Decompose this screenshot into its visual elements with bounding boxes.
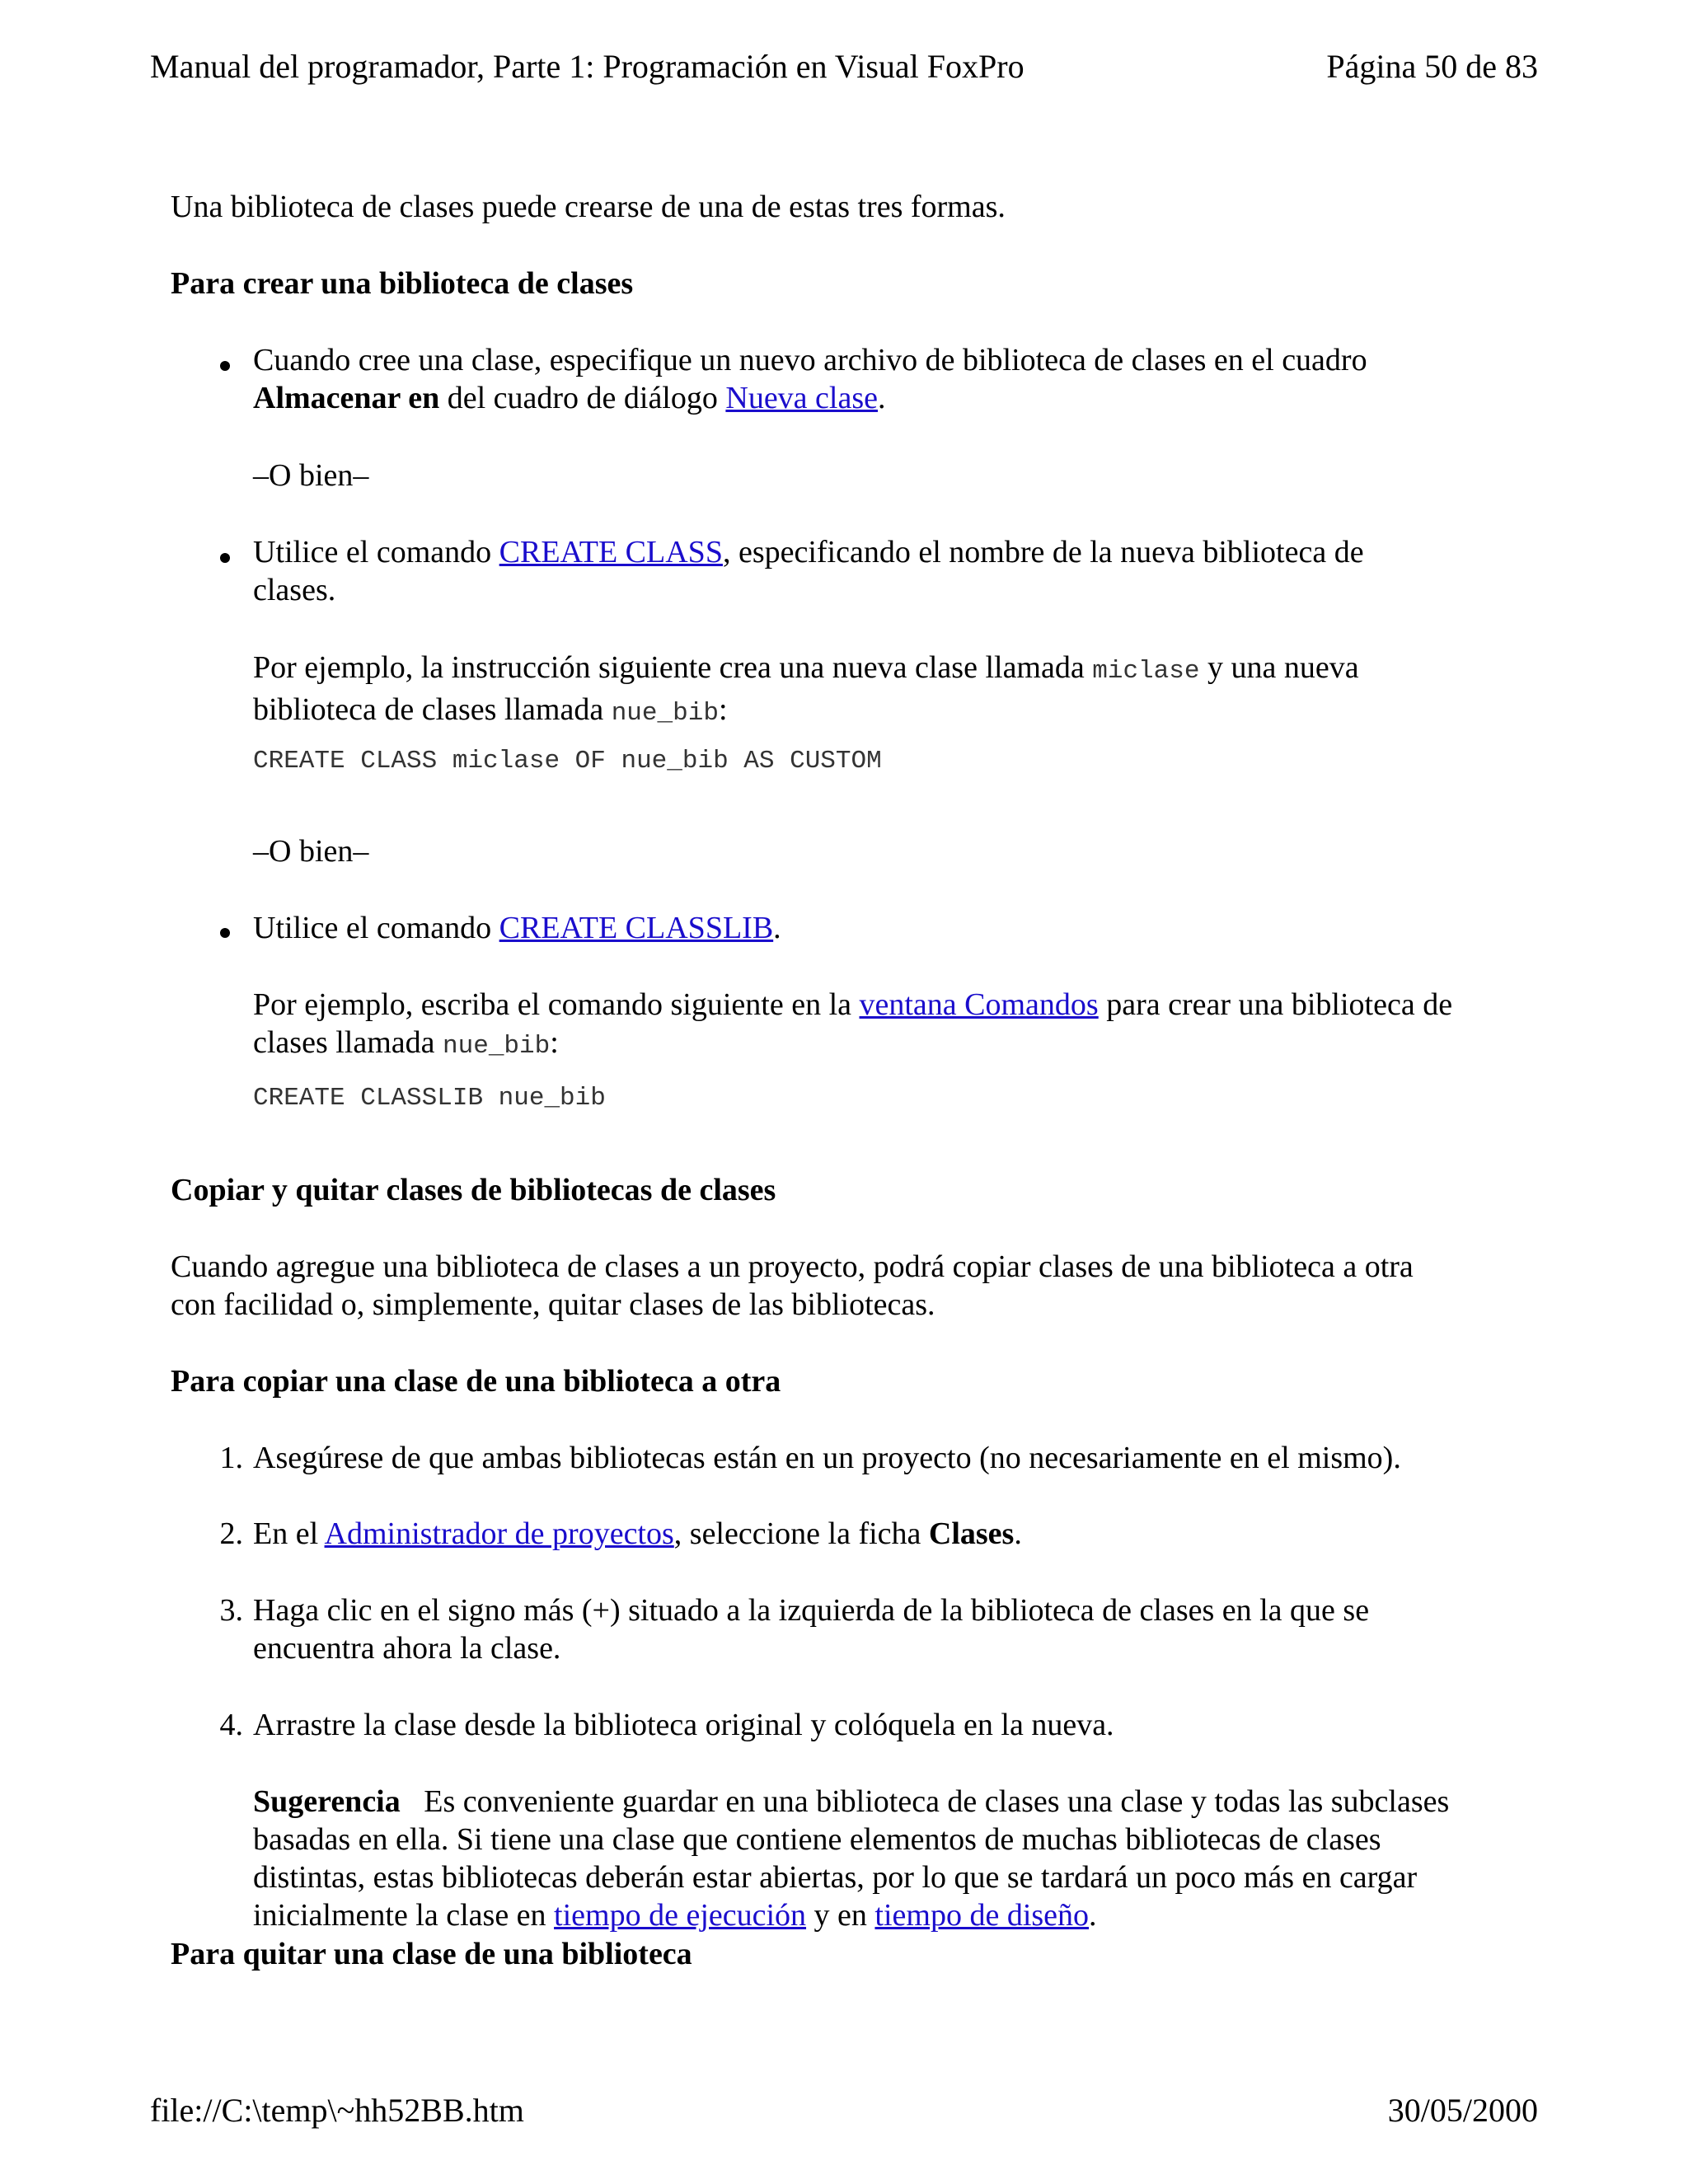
tip-note: Sugerencia Es conveniente guardar en una biblioteca de clases una clase y todas las subclases basadas en ella. Si tiene una clase que contiene elementos de muchas bibliotecas de clases distintas, estas bibliotecas deberán estar abiertas, por lo que se tardará un poco más en cargar inicialmente la clase en tiempo de ejecución y en tiempo de diseño.: [253, 1784, 1450, 1933]
bullet-item-create-class: Utilice el comando CREATE CLASS, especificando el nombre de la nueva biblioteca de clases.: [253, 535, 1364, 607]
link-create-class[interactable]: CREATE CLASS: [499, 535, 723, 569]
heading-copy-remove: Copiar y quitar clases de bibliotecas de clases: [171, 1173, 776, 1207]
bold-label: Clases: [928, 1516, 1015, 1551]
code-block-create-classlib: CREATE CLASSLIB nue_bib: [253, 1084, 606, 1113]
heading-remove-class: Para quitar una clase de una biblioteca: [171, 1937, 692, 1971]
inline-code: nue_bib: [611, 699, 719, 728]
bullet-text: Cuando cree una clase, especifique un nuevo archivo de biblioteca de clases en el cuadro: [253, 343, 1367, 377]
step-number: 1.: [219, 1441, 243, 1475]
step-3: Haga clic en el signo más (+) situado a la izquierda de la biblioteca de clases en la que se encuentra ahora la clase.: [253, 1593, 1370, 1666]
print-date: 30/05/2000: [1387, 2092, 1538, 2129]
link-tiempo-diseno[interactable]: tiempo de diseño: [874, 1898, 1090, 1933]
bullet-icon: [220, 553, 230, 563]
code-block-create-class: CREATE CLASS miclase OF nue_bib AS CUSTOM: [253, 747, 882, 776]
bullet-icon: [220, 361, 230, 371]
step-2: En el Administrador de proyectos, seleccione la ficha Clases.: [253, 1516, 1022, 1551]
bullet-icon: [220, 928, 230, 938]
or-separator: –O bien–: [253, 458, 369, 493]
document-title: Manual del programador, Parte 1: Programación en Visual FoxPro: [150, 48, 1025, 85]
heading-copy-class: Para copiar una clase de una biblioteca a otra: [171, 1364, 781, 1399]
step-number: 3.: [219, 1593, 243, 1628]
example-create-class: Por ejemplo, la instrucción siguiente crea una nueva clase llamada miclase y una nueva biblioteca de clases llamada nue_bib:: [253, 650, 1359, 728]
heading-create-library: Para crear una biblioteca de clases: [171, 266, 634, 301]
step-1: Asegúrese de que ambas bibliotecas están en un proyecto (no necesariamente en el mismo).: [253, 1441, 1401, 1475]
step-number: 2.: [219, 1516, 243, 1551]
bold-label: Almacenar en: [253, 381, 440, 415]
step-number: 4.: [219, 1708, 243, 1742]
inline-code: miclase: [1092, 657, 1200, 686]
link-tiempo-ejecucion[interactable]: tiempo de ejecución: [554, 1898, 807, 1933]
link-nueva-clase[interactable]: Nueva clase: [725, 381, 878, 415]
link-administrador-proyectos[interactable]: Administrador de proyectos: [324, 1516, 674, 1551]
inline-code: nue_bib: [443, 1032, 551, 1061]
link-create-classlib[interactable]: CREATE CLASSLIB: [499, 911, 774, 945]
bullet-item-create-classlib: Utilice el comando CREATE CLASSLIB.: [253, 911, 781, 945]
page-footer: [150, 2092, 1538, 2130]
or-separator: –O bien–: [253, 834, 369, 869]
bullet-item-new-class: Cuando cree una clase, especifique un nuevo archivo de biblioteca de clases en el cuadro Almacenar en del cuadro de diálogo Nueva clase.: [253, 341, 1531, 417]
page-number: Página 50 de 83: [1326, 48, 1538, 85]
file-path: file://C:\temp\~hh52BB.htm: [150, 2092, 524, 2129]
intro-paragraph: Una biblioteca de clases puede crearse de una de estas tres formas.: [171, 190, 1006, 224]
step-4: Arrastre la clase desde la biblioteca original y colóquela en la nueva.: [253, 1708, 1114, 1742]
copy-remove-paragraph: Cuando agregue una biblioteca de clases a un proyecto, podrá copiar clases de una biblioteca a otra con facilidad o, simplemente, quitar clases de las bibliotecas.: [171, 1249, 1414, 1322]
tip-label: Sugerencia: [253, 1784, 401, 1819]
example-create-classlib: Por ejemplo, escriba el comando siguiente en la ventana Comandos para crear una biblioteca de clases llamada nue_bib:: [253, 987, 1453, 1061]
page-header: [150, 48, 1538, 86]
link-ventana-comandos[interactable]: ventana Comandos: [859, 987, 1099, 1022]
